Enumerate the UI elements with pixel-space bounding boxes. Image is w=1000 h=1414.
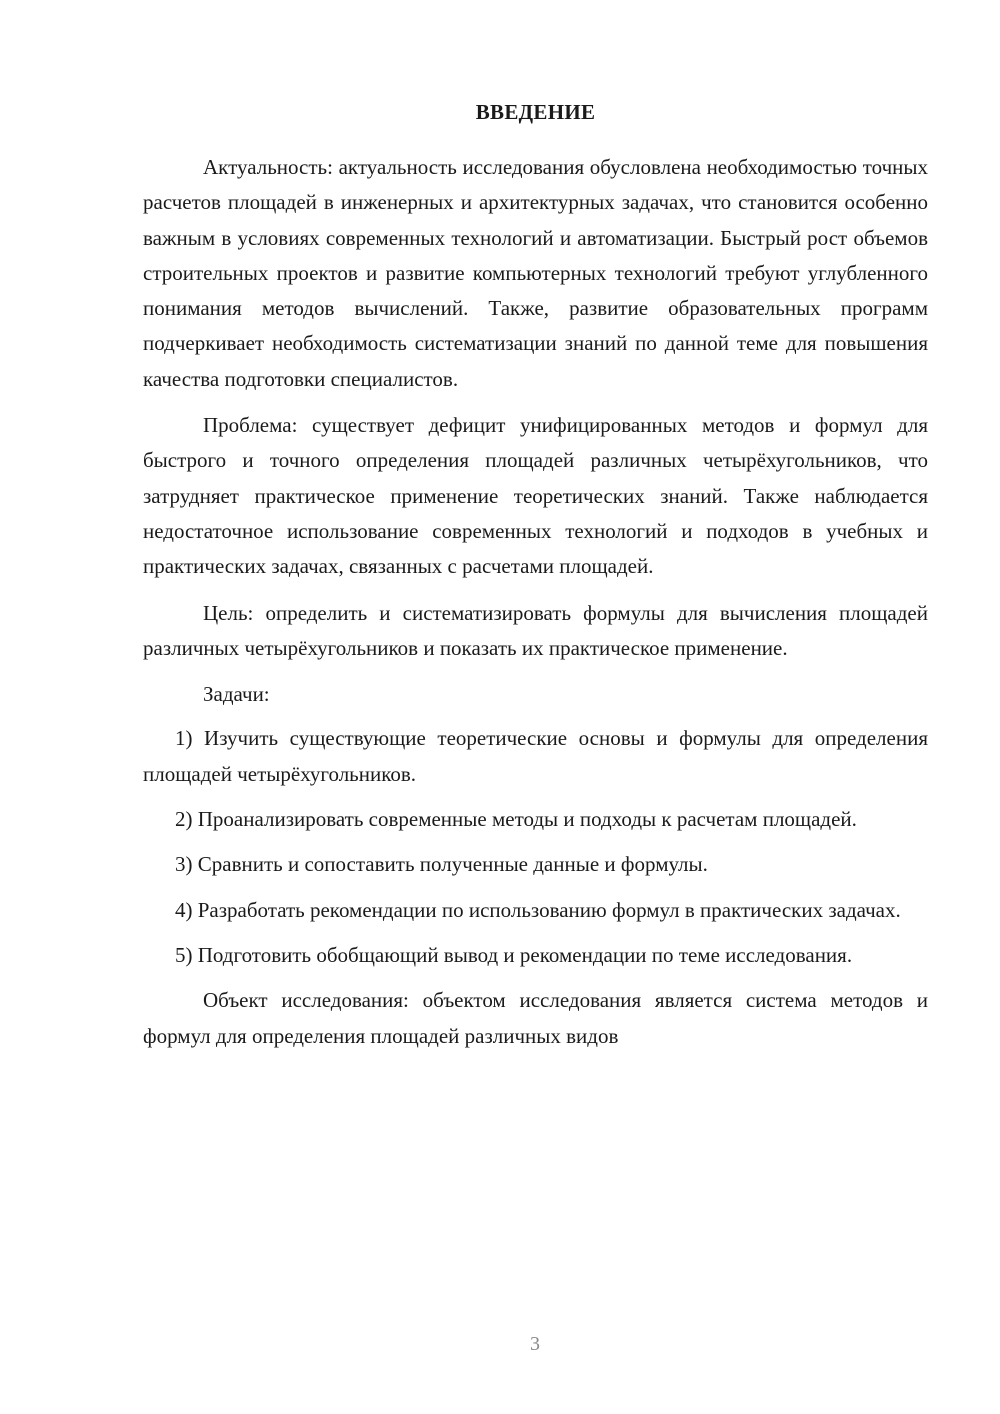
task-item-5: 5) Подготовить обобщающий вывод и рекомендации по теме исследования. bbox=[175, 942, 853, 967]
paragraph-object: Объект исследования: объектом исследования является система методов и формул для определения площадей различных видов bbox=[143, 988, 928, 1048]
page-number: 3 bbox=[530, 1333, 540, 1355]
task-item-4: 4) Разработать рекомендации по использованию формул в практических задачах. bbox=[175, 897, 901, 922]
task-item-2: 2) Проанализировать современные методы и подходы к расчетам площадей. bbox=[175, 807, 857, 832]
document-page bbox=[143, 92, 928, 1065]
task-item-3: 3) Сравнить и сопоставить полученные данные и формулы. bbox=[175, 852, 708, 877]
section-heading: ВВЕДЕНИЕ bbox=[475, 100, 596, 124]
paragraph-problem: Проблема: существует дефицит унифицированных методов и формул для быстрого и точного определения площадей различных четырёхугольников, что затрудняет практическое применение теоретических знаний. Также наблюдается недостаточное использование современных технологий и подходов в учебных и практических задачах, связанных с расчетами площадей. bbox=[143, 413, 928, 579]
paragraph-goal: Цель: определить и систематизировать формулы для вычисления площадей различных четырёхугольников и показать их практическое применение. bbox=[143, 600, 928, 660]
tasks-title: Задачи: bbox=[203, 682, 270, 707]
task-item-1: 1) Изучить существующие теоретические основы и формулы для определения площадей четырёхугольников. bbox=[143, 726, 928, 786]
paragraph-relevance: Актуальность: актуальность исследования обусловлена необходимостью точных расчетов площадей в инженерных и архитектурных задачах, что становится особенно важным в условиях современных технологий и автоматизации. Быстрый рост объемов строительных проектов и развитие компьютерных технологий требуют углубленного понимания методов вычислений. Также, развитие образовательных программ подчеркивает необходимость систематизации знаний по данной теме для повышения качества подготовки специалистов. bbox=[143, 155, 928, 391]
